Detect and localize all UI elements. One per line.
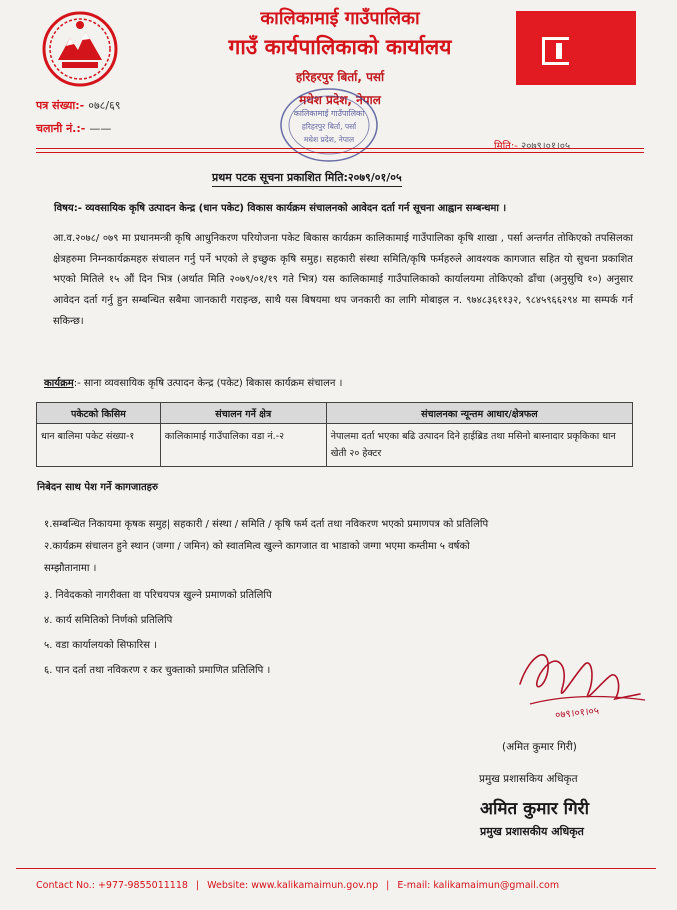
letter-number: [36, 98, 121, 113]
stamp-line-1: कालिकामाई गाउँपालिका: [293, 109, 365, 118]
table-header: पकेटको किसिम: [37, 403, 161, 424]
program-line: [44, 375, 342, 389]
footer-divider: [16, 868, 656, 869]
footer-email: E-mail: kalikamaimun@gmail.com: [397, 880, 560, 891]
notice-title: प्रथम पटक सूचना प्रकाशित मिति:२०७९/०१/०५: [212, 170, 402, 187]
stamp-line-3: मधेश प्रदेश, नेपाल: [303, 135, 355, 144]
document-item: १.सम्बन्धित निकायमा कृषक समुह| सहकारी / संस्था / समिति / कृषि फर्म दर्ता तथा नविकरण भएको प्रमाणपत्र को प्रतिलिपि: [44, 519, 489, 530]
dispatch-number: [36, 121, 111, 136]
pocket-table: [36, 402, 633, 467]
footer-contact: Contact No.: +977-9855011118: [36, 880, 188, 891]
municipality-name: कालिकामाई गाउँपालिका: [260, 8, 420, 29]
notice-subject: विषय:- व्यवसायिक कृषि उत्पादन केन्द्र (धान पकेट) विकास कार्यक्रम संचालनको आवेदन दर्ता गर्न सूचना आह्वान सम्बन्धमा ।: [54, 203, 507, 214]
table-header: संचालनका न्यून्तम आधार/क्षेत्रफल: [326, 403, 632, 424]
document-item: ५. वडा कार्यालयको सिफारिस ।: [44, 640, 157, 651]
signatory-title-small: प्रमुख प्रशासकिय अधिकृत: [479, 773, 578, 785]
signature-date: ०७९।०१।०५: [554, 705, 600, 722]
letter-date-value: २०७९।०१।०५: [521, 141, 571, 152]
document-item: २.कार्यक्रम संचालन हुने स्थान (जग्गा / जमिन) को स्वातमित्व खुल्ने कागजात वा भाडाको जग्गा भएमा कम्तीमा ५ वर्षको: [44, 541, 470, 552]
province-country: मधेश प्रदेश, नेपाल: [299, 93, 381, 107]
program-label: कार्यक्रम: [44, 378, 74, 389]
letter-date: [494, 138, 570, 152]
letter-number-label: पत्र संख्या:-: [36, 99, 85, 112]
table-cell: कालिकामाई गाउँपालिका वडा नं.-२: [160, 424, 326, 467]
table-cell: नेपालमा दर्ता भएका बढि उत्पादन दिने हाईब्रिड तथा मसिनो बास्नादार प्रकृकिका धान खेती २० हेक्टर: [326, 424, 632, 467]
logo-box: [516, 11, 636, 85]
notice-paragraph: आ.व.२०७८/ ०७९ मा प्रधानमन्त्री कृषि आधुनिकरण परियोजना पकेट बिकास कार्यक्रम कालिकामाई गाउँपालिका कृषि शाखा , पर्सा अन्तर्गत तोकिएको तपसिलका क्षेत्रहरुमा निम्नकार्यक्रमहरु संचालन गर्नु पर्ने भएको ले इच्छुक कृषि समुह। सहकारी संस्था समिति/कृषि फर्महरुले आवश्यक कागजात सहित यो सुचना प्रकाशित भएको मितिले १५ औं दिन भित्र (अर्थात मिति २०७९/०१/१९ गते भित्र) यस कालिकामाई गाउँपालिकाको कार्यालयमा तोकिएको ढाँचा (अनुसुचि १०) अनुसार आवेदन दर्ता गर्नु हुन सम्बन्धित सबैमा जानकारी गराइन्छ, साथै यस बिषयमा थप जनकारी का लागि मोबाइल न. ९७४८३६११३२, ९८४५९६६२९४ मा सम्पर्क गर्न सकिन्छ।: [53, 233, 633, 327]
document-item: ३. निवेदकको नागरीक्ता वा परिचयपत्र खुल्ने प्रमाणको प्रतिलिपि: [44, 590, 272, 601]
footer-website: Website: www.kalikamaimun.gov.np: [207, 880, 379, 891]
signatory-name: अमित कुमार गिरी: [480, 799, 589, 819]
header-divider: [36, 148, 644, 149]
nepal-emblem-icon: [40, 10, 120, 88]
document-item: सम्झौतानामा ।: [44, 563, 97, 574]
letter-number-value: ०७८/६९: [88, 99, 121, 112]
table-cell: धान बालिमा पकेट संख्या-१: [37, 424, 161, 467]
table-header: संचालन गर्ने क्षेत्र: [160, 403, 326, 424]
office-name: गाउँ कार्यपालिकाको कार्यालय: [228, 35, 452, 59]
program-text: :- साना व्यवसायिक कृषि उत्पादन केन्द्र (पकेट) बिकास कार्यक्रम संचालन ।: [73, 378, 343, 389]
header-divider: [36, 152, 644, 153]
stamp-line-2: हरिहरपुर बिर्ता, पर्सा: [301, 122, 357, 131]
logo-mark-icon: [556, 43, 562, 59]
table-row: [37, 424, 633, 467]
footer: Contact No.: +977-9855011118 | Website: www.kalikamaimun.gov.np | E-mail: kalikamaimun@gmail.com: [36, 880, 560, 891]
letter-date-label: मिति:-: [494, 141, 518, 152]
document-item: ६. पान दर्ता तथा नविकरण र कर चुक्ताको प्रमाणित प्रतिलिपि ।: [44, 665, 271, 676]
dispatch-number-label: चलानी नं.:-: [36, 122, 86, 135]
office-address: हरिहरपुर बिर्ता, पर्सा: [295, 70, 385, 84]
documents-heading: निबेदन साथ पेश गर्ने कागजातहरु: [37, 482, 158, 493]
document-item: ४. कार्य समितिको निर्णको प्रतिलिपि: [44, 615, 173, 626]
signatory-title: प्रमुख प्रशासकीय अधिकृत: [480, 825, 584, 838]
signatory-name-small: (अमित कुमार गिरी): [502, 741, 577, 753]
dispatch-number-value: ——: [89, 122, 112, 135]
table-header-row: [37, 403, 633, 424]
